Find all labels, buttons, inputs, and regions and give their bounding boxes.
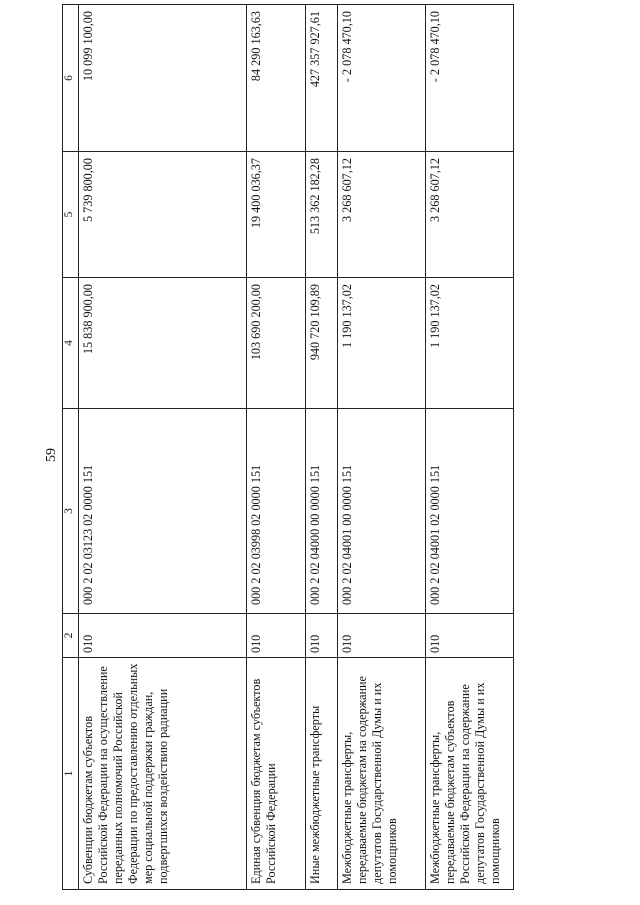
- table-row: [79, 5, 247, 890]
- row-code: 010: [426, 614, 514, 658]
- budget-table: [62, 4, 514, 890]
- table-row: [338, 5, 426, 890]
- row-kbk: 000 2 02 04001 02 0000 151: [426, 409, 514, 614]
- header-cell: 2: [63, 614, 79, 658]
- row-code: 010: [338, 614, 426, 658]
- row-name: Межбюджетные трансферты, передаваемые бюджетам субъектов Российской Федерации на содержание депутатов Государственной Думы и их помощников: [426, 658, 514, 890]
- row-col6: - 2 078 470,10: [426, 5, 514, 152]
- row-col6: - 2 078 470,10: [338, 5, 426, 152]
- table-row: [306, 5, 338, 890]
- row-name: Межбюджетные трансферты, передаваемые бюджетам на содержание депутатов Государственной Думы и их помощников: [338, 658, 426, 890]
- header-cell: 1: [63, 658, 79, 890]
- row-kbk: 000 2 02 04001 00 0000 151: [338, 409, 426, 614]
- rotated-table-container: [62, 5, 612, 890]
- header-cell: 4: [63, 278, 79, 409]
- row-name: Единая субвенция бюджетам субъектов Российской Федерации: [247, 658, 306, 890]
- row-col6: 427 357 927,61: [306, 5, 338, 152]
- row-col4: 1 190 137,02: [426, 278, 514, 409]
- table-row: [426, 5, 514, 890]
- row-code: 010: [247, 614, 306, 658]
- row-col4: 15 838 900,00: [79, 278, 247, 409]
- table-row: [247, 5, 306, 890]
- row-kbk: 000 2 02 04000 00 0000 151: [306, 409, 338, 614]
- row-col6: 84 290 163,63: [247, 5, 306, 152]
- row-col6: 10 099 100,00: [79, 5, 247, 152]
- header-cell: 5: [63, 152, 79, 278]
- row-col4: 103 690 200,00: [247, 278, 306, 409]
- page-number: 59: [44, 448, 59, 462]
- row-col5: 3 268 607,12: [338, 152, 426, 278]
- row-code: 010: [79, 614, 247, 658]
- row-kbk: 000 2 02 03123 02 0000 151: [79, 409, 247, 614]
- row-name: Иные межбюджетные трансферты: [306, 658, 338, 890]
- table-header-row: [63, 5, 79, 890]
- row-col5: 3 268 607,12: [426, 152, 514, 278]
- row-col4: 1 190 137,02: [338, 278, 426, 409]
- row-code: 010: [306, 614, 338, 658]
- row-name: Субвенции бюджетам субъектов Российской Федерации на осуществление переданных полномочий Российской Федерации по предоставлению отдельных мер социальной поддержки граждан, подвергшихся воздействию радиации: [79, 658, 247, 890]
- row-col5: 5 739 800,00: [79, 152, 247, 278]
- header-cell: 6: [63, 5, 79, 152]
- row-kbk: 000 2 02 03998 02 0000 151: [247, 409, 306, 614]
- header-cell: 3: [63, 409, 79, 614]
- row-col5: 19 400 036,37: [247, 152, 306, 278]
- row-col5: 513 362 182,28: [306, 152, 338, 278]
- row-col4: 940 720 109,89: [306, 278, 338, 409]
